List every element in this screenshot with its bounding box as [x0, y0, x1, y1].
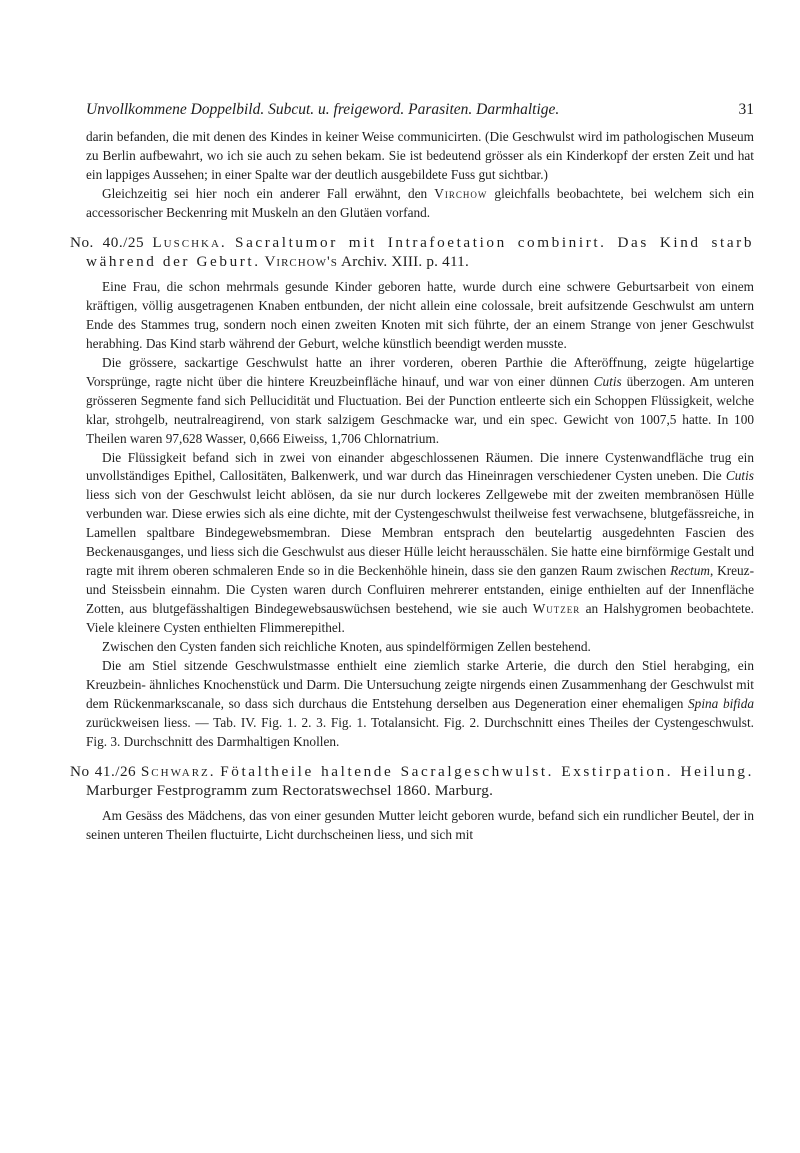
- paragraph-text: , Kreuz- und Steissbein einnahm. Die Cysten waren durch Confluiren mehrerer entstanden, einige enthielten auf der Innenfläche Zotten, aus blutgefässhaltigen Bindegewebsauswüchsen bestehend, wie sie auch: [86, 563, 755, 617]
- paragraph-text: Die grössere, sackartige Geschwulst hatte an ihrer vorderen, oberen Parthie die Afteröffnung, zeigte hügelartige Vorsprünge, ragte nicht über die hintere Kreuzbeinfläche hinauf, und war von einer dünnen: [86, 354, 754, 389]
- case-source: Archiv. XIII. p. 411.: [337, 253, 469, 271]
- case-author: Luschka.: [152, 233, 227, 251]
- paragraph-text: Am Gesäss des Mädchens, das von einer gesunden Mutter leicht geboren wurde, befand sich ein rundlicher Beutel, der in seinen unteren Theilen fluctuirte, Licht durchscheinen liess, und sich mit: [86, 807, 754, 842]
- case-source: Marburger Festprogramm zum Rectoratswechsel 1860. Marburg.: [86, 782, 494, 800]
- paragraph-text: liess sich von der Geschwulst leicht ablösen, da sie nur durch lockeres Zellgewebe mit der zweiten membranösen Hülle verbunden war. Diese erwies sich als eine dichte, mit der Cystengeschwulst theilweise fest verwachsene, blutgefässreiche, in Lamellen spaltbare Bindegewebsmembran. Diese Membran entsprach den beutelartig ausgedehnten Fascien des Beckenausganges, und liess sich die Geschwulst aus dieser Hülle leicht herausschälen. Sie hatte eine birnförmige Gestalt und ragte mit ihrem oberen schmaleren Ende so in die Beckenhöhle hinein, dass sie den ganzen Raum zwischen: [86, 487, 754, 579]
- case-title: Fötaltheile haltende Sacralgeschwulst. Exstirpation. Heilung.: [220, 762, 755, 780]
- paragraph-text: Gleichzeitig sei hier noch ein anderer Fall erwähnt, den: [102, 185, 435, 201]
- italic-term: Spina bifida: [688, 695, 754, 711]
- source-author: Virchow's: [264, 253, 338, 271]
- paragraph: [86, 278, 754, 354]
- page-body: [70, 128, 755, 845]
- running-head: [86, 101, 754, 121]
- paragraph-text: zurückweisen liess. — Tab. IV. Fig. 1. 2. 3. Fig. 1. Totalansicht. Fig. 2. Durchschnitt eines Theiles der Cystengeschwulst. Fig. 3. Durchschnitt des Darmhaltigen Knollen.: [86, 714, 754, 749]
- paragraph-text: überzogen. Am unteren grösseren Segmente fand sich Pellucidität und Fluctuation. Bei der Punction entleerte sich ein Schoppen Flüssigkeit, welche klar, strohgelb, neutralreagirend, von stark salzigem Geschmacke war, und ein spec. Gewicht von 1007,5 hatte. In 100 Theilen waren 97,628 Wasser, 0,666 Eiweiss, 1,706 Chlornatrium.: [86, 373, 754, 446]
- case-author: Schwarz.: [140, 762, 216, 780]
- case-title: Sacraltumor mit Intrafoetation combinirt. Das Kind starb während der Geburt.: [86, 233, 755, 271]
- paragraph: [86, 657, 754, 752]
- italic-term: Cutis: [593, 373, 622, 389]
- paragraph-text: darin befanden, die mit denen des Kindes in keiner Weise communicirten. (Die Geschwulst wird im pathologischen Museum zu Berlin aufbewahrt, wo ich sie auch zu sehen bekam. Sie ist bedeutend grösser als ein Kinderkopf der ersten Zeit und hat ein lappiges Aussehen; in einer Spalte war der deutlich ausgebildete Fuss gut sichtbar.): [86, 129, 754, 182]
- author-name: Virchow: [434, 185, 488, 201]
- paragraph-text: Eine Frau, die schon mehrmals gesunde Kinder geboren hatte, wurde durch eine schwere Geburtsarbeit von einem kräftigen, völlig ausgetragenen Knaben entbunden, der nicht allein eine colossale, breit aufsitzende Geschwulst am untern Ende des Stammes trug, sondern noch einen zweiten Knoten mit sich führte, der an einem Strange von jener Geschwulst herabhing. Das Kind starb während der Geburt, welche künstlich beendigt werden musste.: [86, 278, 754, 351]
- case-number: No 41./26: [70, 762, 137, 780]
- paragraph: [86, 449, 754, 639]
- paragraph-text: Die am Stiel sitzende Geschwulstmasse enthielt eine ziemlich starke Arterie, die durch den Stiel herabging, ein Kreuzbein- ähnliches Knochenstück und Darm. Die Untersuchung zeigte nirgends einen Zusammenhang der Geschwulst mit dem Rückenmarkscanale, so dass sich durchaus die Entstehung derselben aus Degeneration einer ehemaligen: [86, 658, 754, 711]
- paragraph-text: an Halshygromen beobachtete. Viele kleinere Cysten enthielten Flimmerepithel.: [86, 601, 754, 636]
- paragraph: [86, 185, 754, 223]
- italic-term: Rectum: [670, 563, 710, 579]
- paragraph-text: Zwischen den Cysten fanden sich reichliche Knoten, aus spindelförmigen Zellen bestehend.: [102, 639, 591, 655]
- case-entry-heading: [70, 762, 755, 801]
- paragraph-text: Die Flüssigkeit befand sich in zwei von einander abgeschlossenen Räumen. Die innere Cystenwandfläche trug ein unvollständiges Epithel, Callositäten, Balkenwerk, und war durch das Hineinragen verschiedener Cysten uneben. Die: [86, 449, 754, 484]
- page-number: 31: [738, 101, 754, 118]
- paragraph: [86, 807, 754, 845]
- case-number: No. 40./25: [70, 233, 145, 251]
- paragraph: [86, 128, 754, 185]
- italic-term: Cutis: [725, 468, 754, 484]
- paragraph: [86, 354, 754, 449]
- paragraph-text: gleichfalls beobachtete, bei welchem sich ein accessorischer Beckenring mit Muskeln an den Glutäen vorfand.: [86, 185, 754, 220]
- running-title: Unvollkommene Doppelbild. Subcut. u. freigeword. Parasiten. Darmhaltige.: [86, 101, 560, 118]
- paragraph: [86, 638, 754, 657]
- author-name: Wutzer: [532, 601, 581, 617]
- case-entry-heading: [70, 233, 755, 272]
